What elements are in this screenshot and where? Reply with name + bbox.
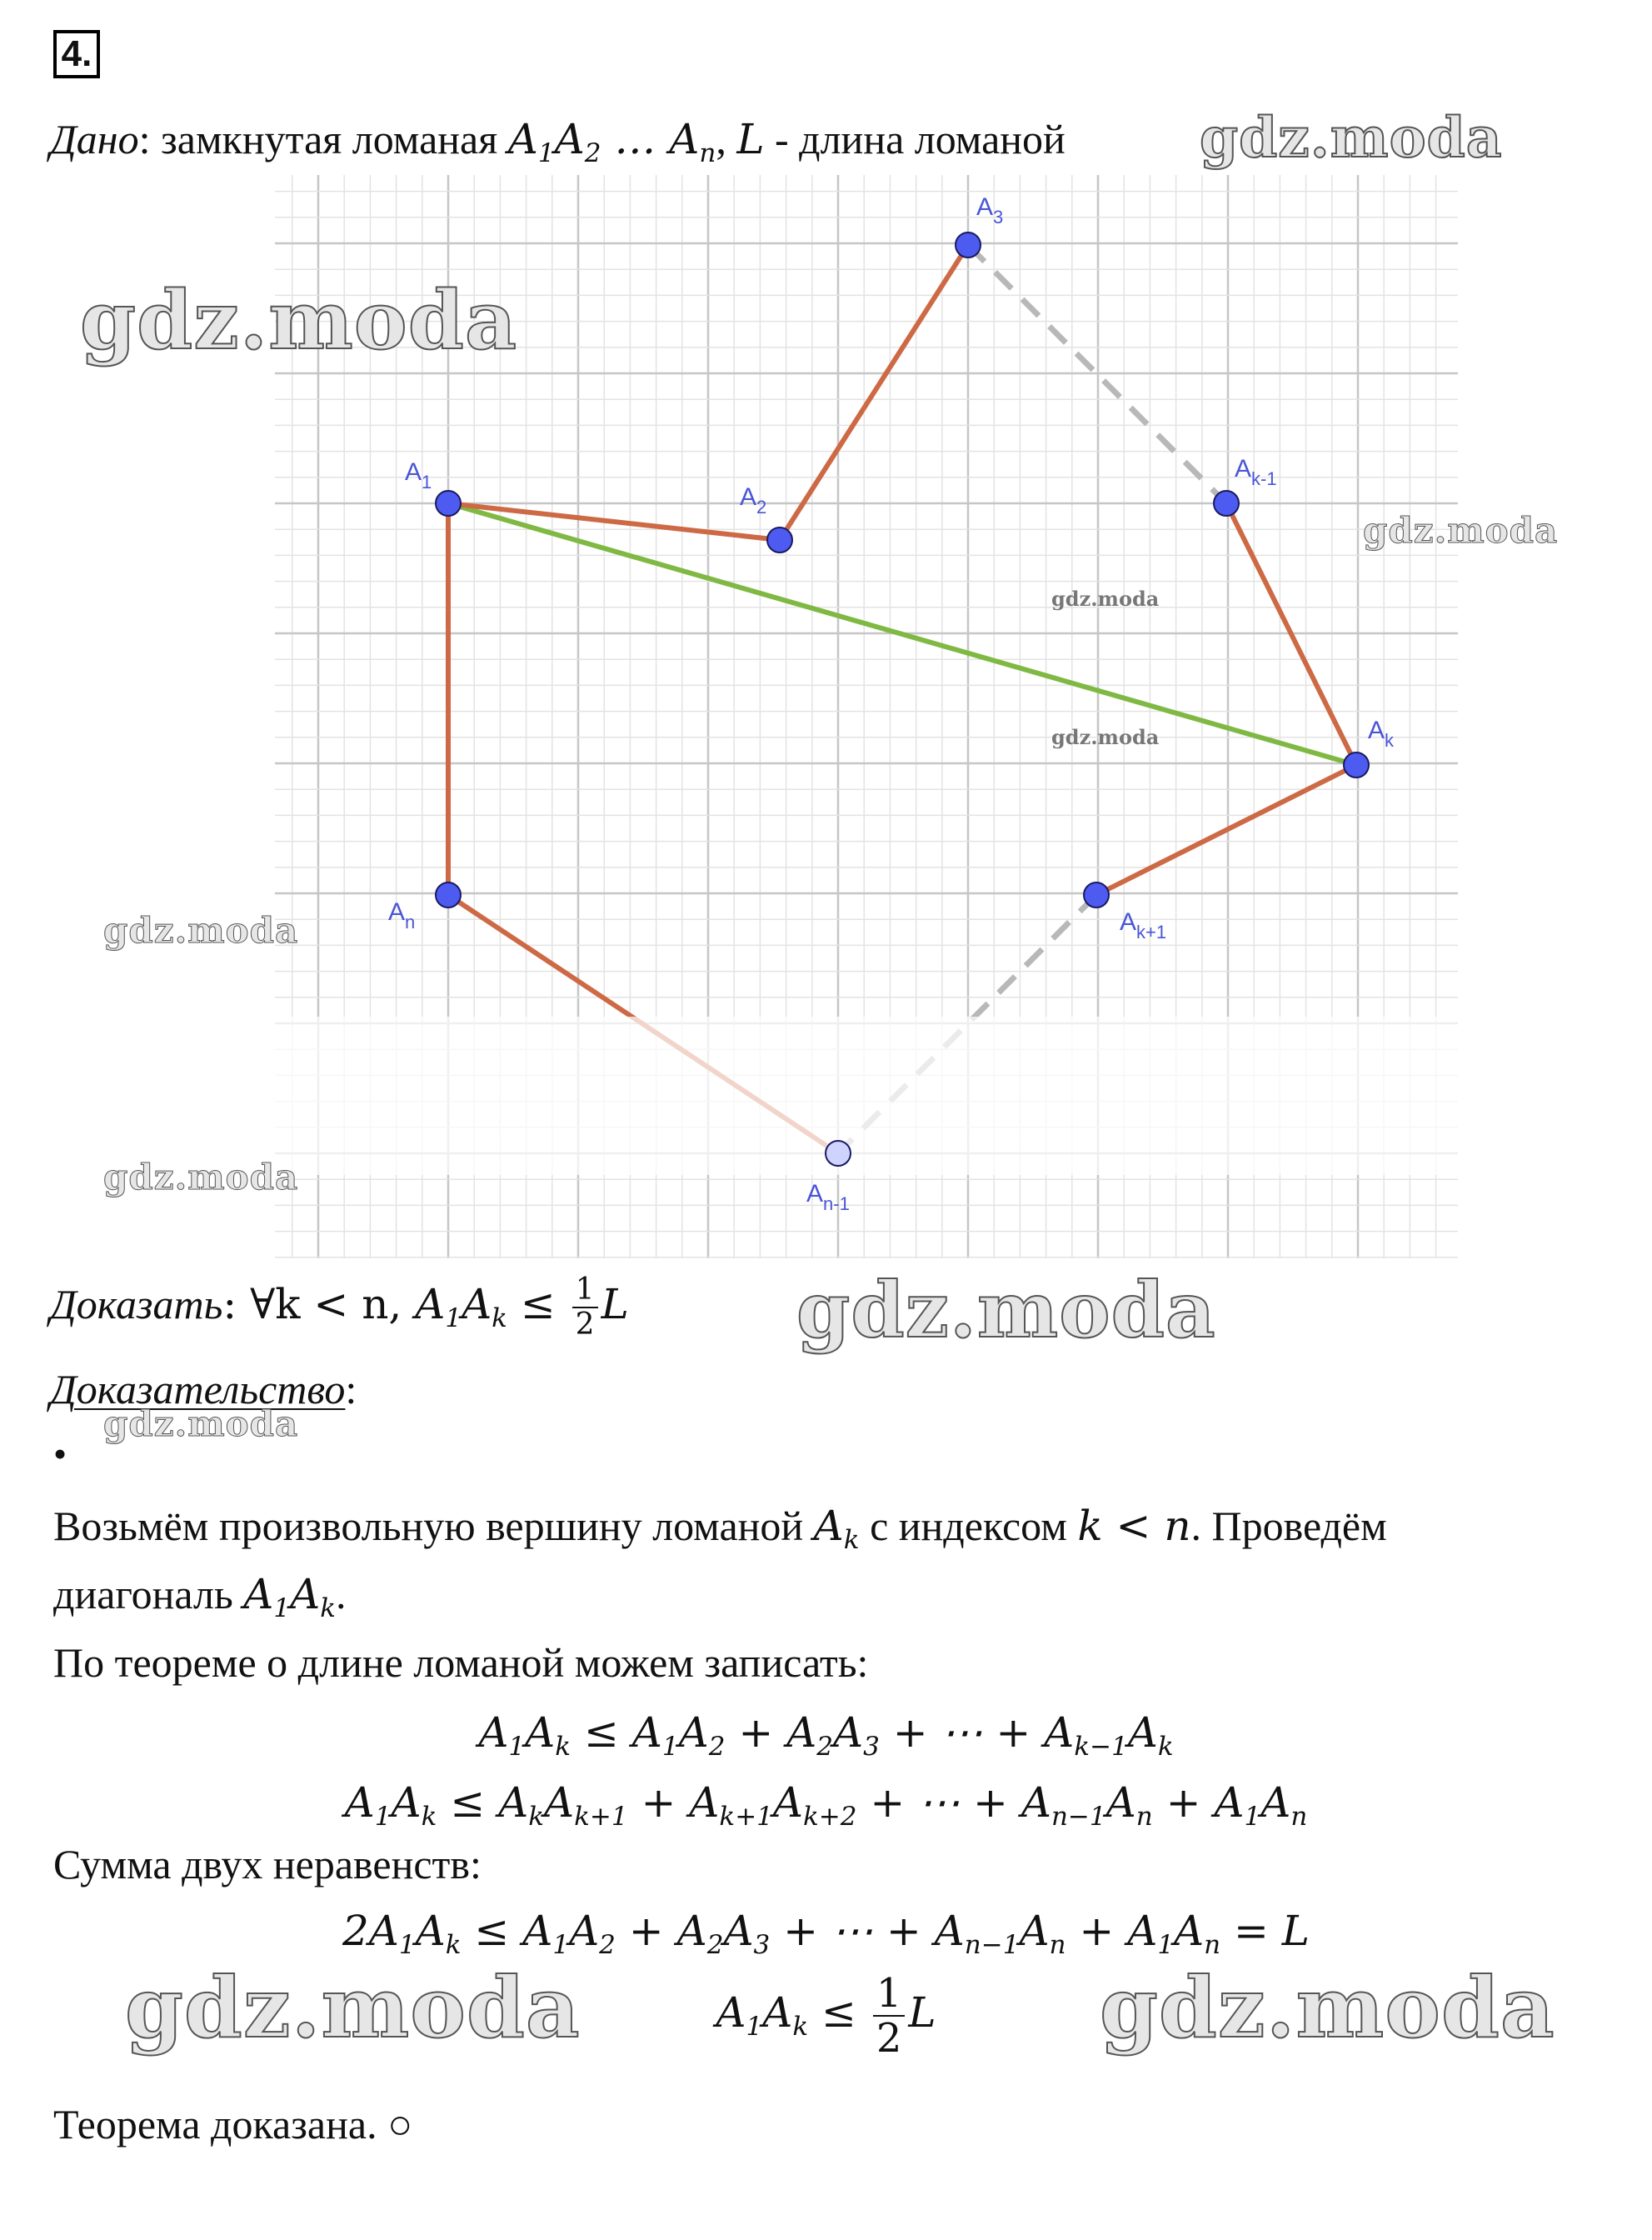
proof-paragraph-4: Сумма двух неравенств: <box>53 1841 482 1888</box>
sum-inequality: $2A_1A_k \le A_1A_2 + A_2A_3$ + ⋯ + $A_{n-1}A_n + A_1A_n = L$ <box>342 1907 1310 1960</box>
label-ak: $A_k$ <box>1368 717 1395 751</box>
prove-label: Доказать <box>50 1281 223 1328</box>
vertex-ak+1 <box>1084 882 1109 908</box>
edge-a1-a2 <box>448 503 780 540</box>
label-an: $A_n$ <box>388 898 416 932</box>
edge-a2-a3 <box>780 245 968 540</box>
given-label: Дано <box>50 116 139 162</box>
given-text-after: - длина ломаной <box>764 116 1066 162</box>
label-a2: $A_2$ <box>740 483 767 518</box>
label-an-1: $A_{n-1}$ <box>806 1180 850 1214</box>
problem-number: 4. <box>53 30 100 78</box>
watermark: gdz.moda <box>1200 105 1503 170</box>
proof-paragraph-3: По теореме о длине ломаной можем записать: <box>53 1639 869 1686</box>
given-text: : замкнутая ломаная <box>138 116 508 162</box>
given-line: Дано: замкнутая ломаная $A_1A_2$ … $A_n$, L - длина ломаной <box>50 115 1066 168</box>
label-a3: $A_3$ <box>976 193 1004 228</box>
final-inequality: $A_1A_k$ ≤ $\frac{1}{2}$ L <box>716 1970 936 2062</box>
bullet: • <box>53 1432 67 1475</box>
whiteout-band <box>275 1017 1458 1175</box>
watermark: gdz.moda <box>103 1403 299 1444</box>
prove-line <box>50 1272 629 1342</box>
proof-paragraph-2: диагональ $A_1A_k$. <box>53 1570 347 1623</box>
proof-label-line: Доказательство: <box>50 1366 357 1412</box>
watermark: gdz.moda <box>125 1958 581 2057</box>
watermark: gdz.moda <box>796 1265 1216 1355</box>
length-symbol: L <box>736 115 765 163</box>
polyline-notation: $A_1A_2$ … $A_n$ <box>507 115 716 168</box>
watermark: gdz.moda <box>1100 1958 1555 2057</box>
watermark: gdz.moda <box>80 273 518 368</box>
proof-label: Доказательство <box>50 1366 346 1412</box>
vertex-an-1 <box>826 1141 851 1166</box>
label-ak-1: $A_{k-1}$ <box>1235 455 1277 489</box>
proof-paragraph-1: Возьмём произвольную вершину ломаной $A_k$ с индексом k < n. Проведём <box>53 1502 1387 1555</box>
vertex-an <box>436 882 461 908</box>
watermark: gdz.moda <box>103 1157 299 1198</box>
watermark: gdz.moda <box>1363 510 1559 551</box>
vertex-a3 <box>956 232 981 258</box>
label-a1: $A_1$ <box>405 458 432 492</box>
watermark: gdz.moda <box>103 910 299 951</box>
vertex-a2 <box>767 528 792 552</box>
inequality-2: $A_1A_k \le A_kA_{k+1} + A_{k+1}A_{k+2}$ + ⋯ + $A_{n-1}A_n + A_1A_n$ <box>344 1778 1308 1832</box>
watermark: gdz.moda <box>1051 725 1160 749</box>
vertex-ak-1 <box>1214 491 1239 516</box>
inequality-1: $A_1A_k \le A_1A_2 + A_2A_3$ + ⋯ + $A_{k-1}A_k$ <box>478 1708 1174 1762</box>
conclusion: Теорема доказана. ○ <box>53 2101 413 2148</box>
label-ak+1: $A_{k+1}$ <box>1120 908 1167 942</box>
vertex-a1 <box>436 491 461 516</box>
edge-ak-ak+1 <box>1096 765 1356 895</box>
vertex-ak <box>1344 752 1369 778</box>
watermark: gdz.moda <box>1051 587 1160 611</box>
prove-statement: : ∀k < n, $A_1A_k$ ≤ $\frac{1}{2}$ L <box>222 1272 629 1342</box>
